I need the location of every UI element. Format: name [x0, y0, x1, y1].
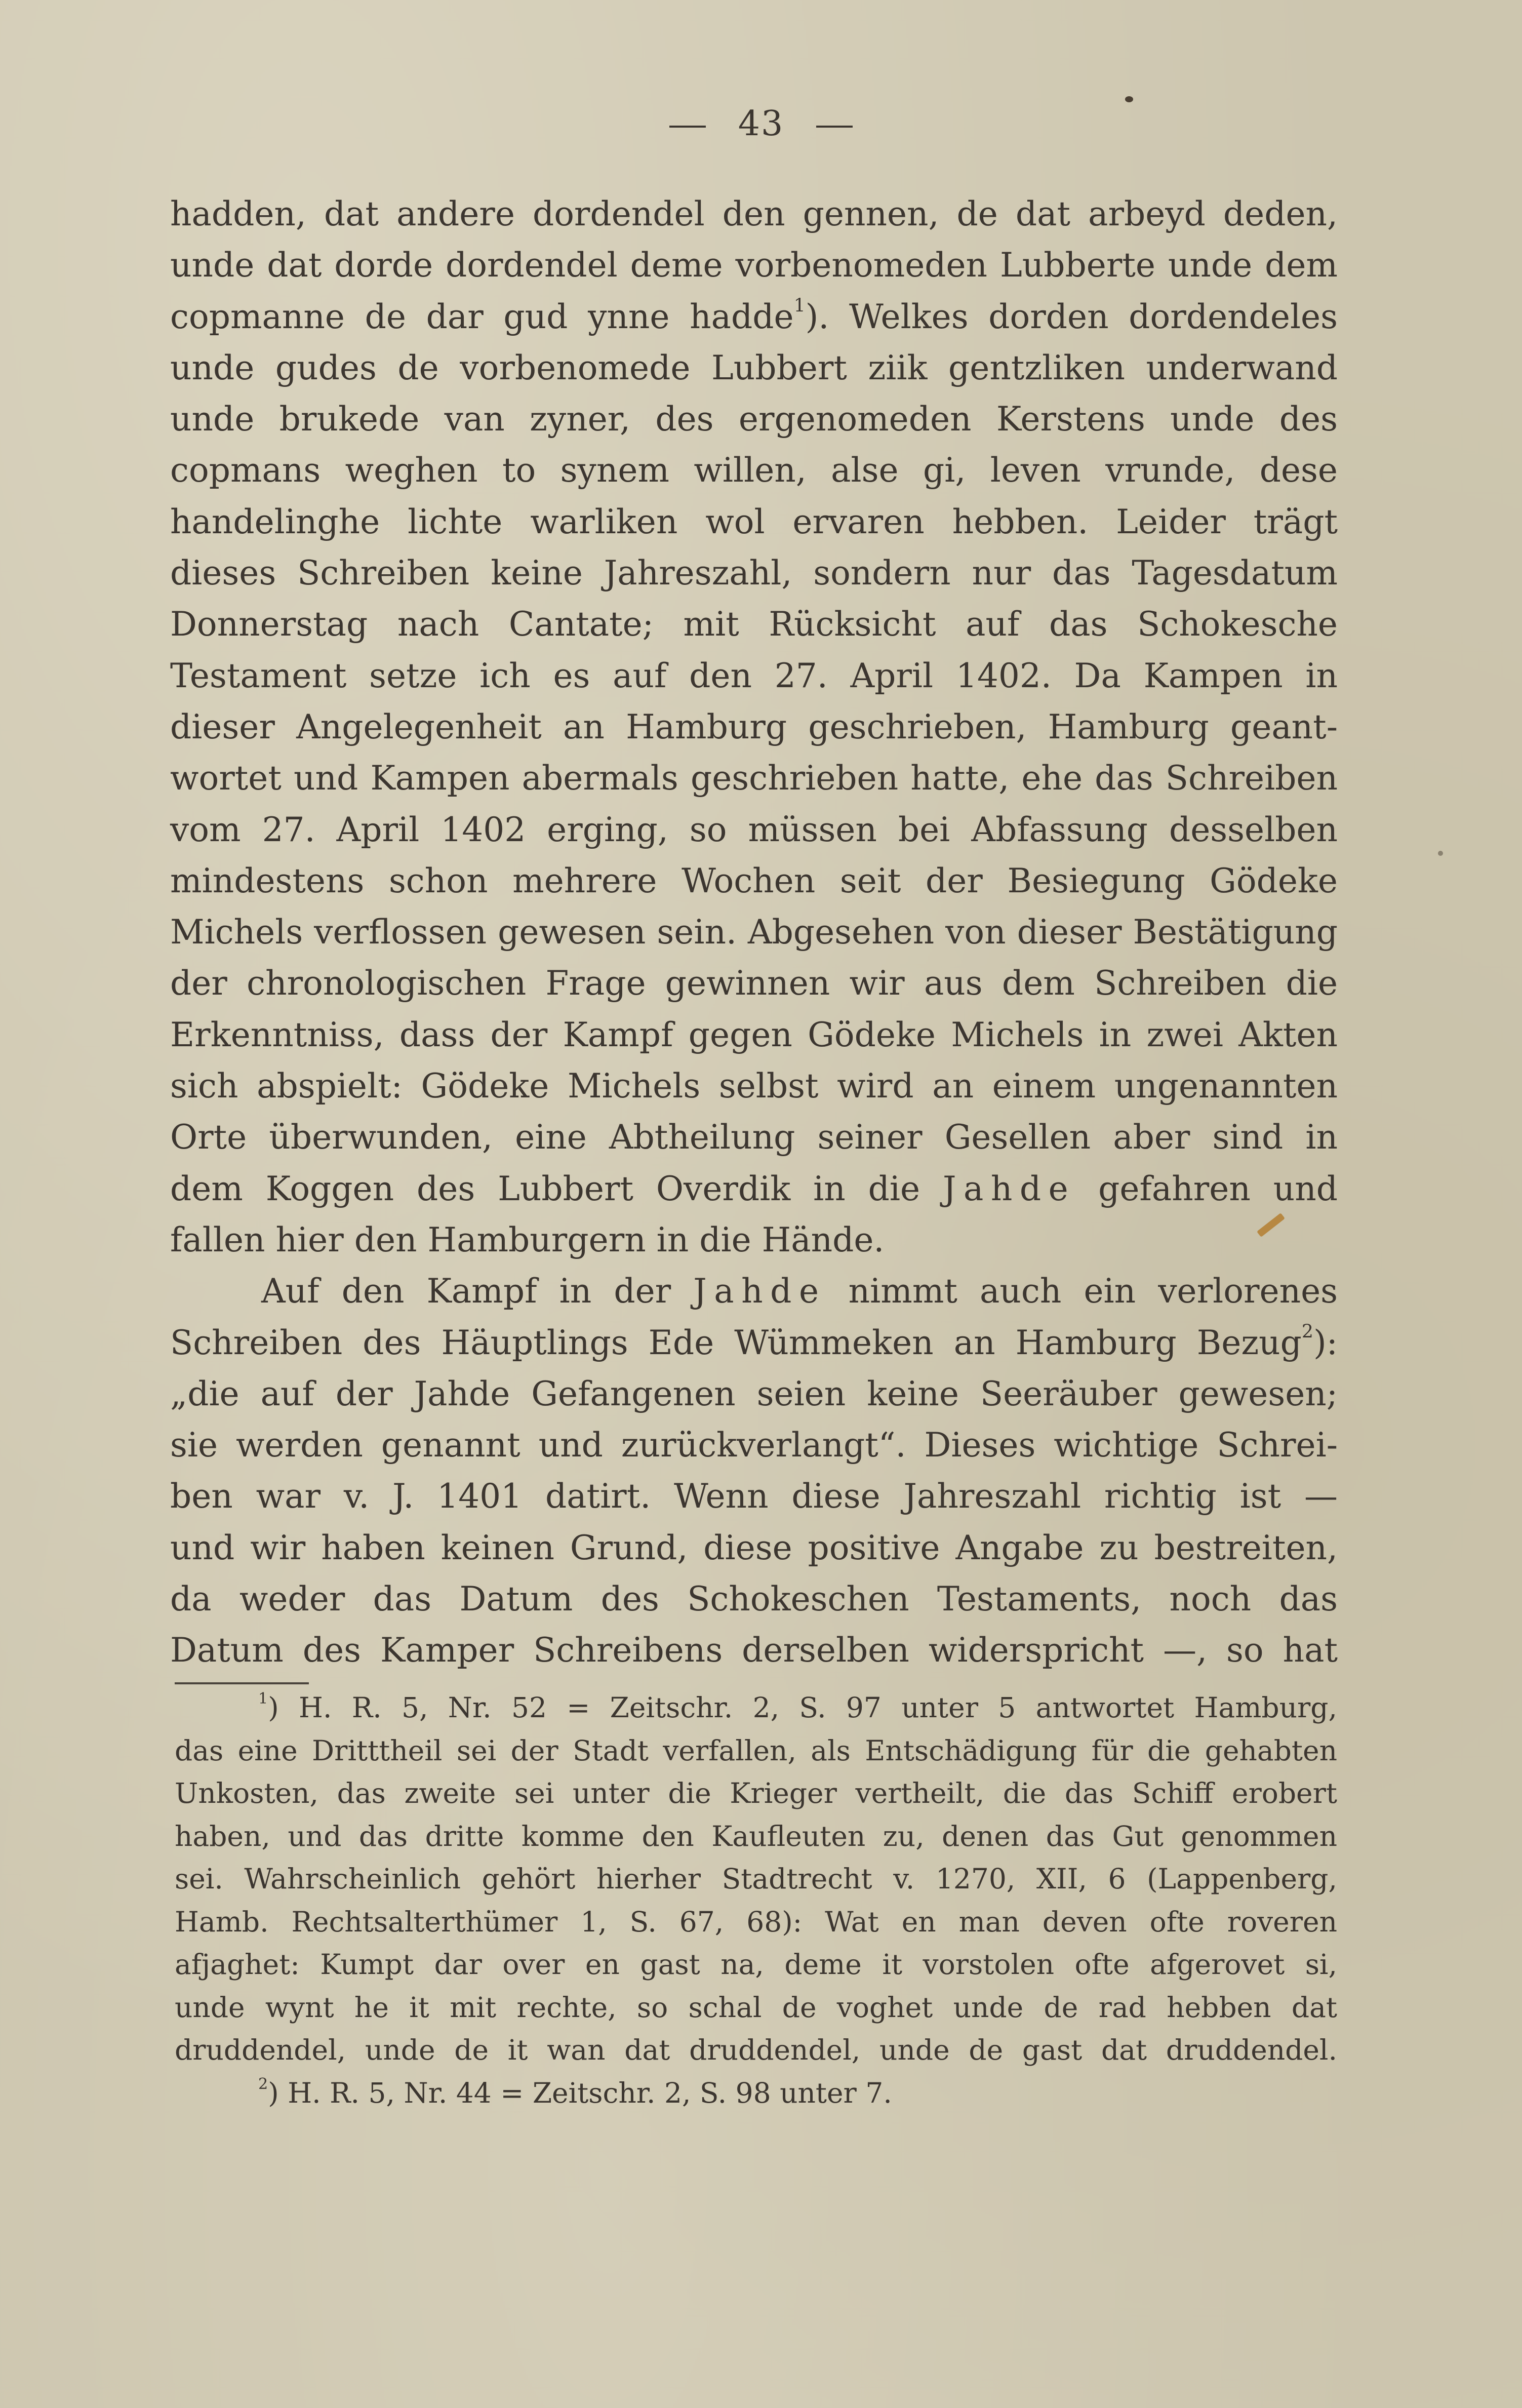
footnote-line: druddendel, unde de it wan dat druddendel, unde de gast dat druddendel.: [175, 2034, 1337, 2066]
text-line: sie werden genannt und zurückverlangt“. Dieses wichtige Schrei-: [170, 1426, 1338, 1465]
footnote-separator: [175, 1682, 309, 1684]
footnote-line: [175, 1686, 1337, 1729]
footnote-line: afjaghet: Kumpt dar over en gast na, deme it vorstolen ofte afgerovet si,: [175, 1948, 1337, 1981]
footnote-line: [175, 2072, 1337, 2115]
text-line: copmans weghen to synem willen, alse gi, leven vrunde, dese: [170, 451, 1338, 490]
text-fragment: Auf den Kampf in der: [261, 1272, 671, 1311]
page-number-value: 43: [738, 104, 784, 144]
text-line: unde gudes de vorbenomede Lubbert ziik gentzliken underwand: [170, 348, 1338, 387]
text-line: und wir haben keinen Grund, diese positive Angabe zu bestreiten,: [170, 1528, 1338, 1567]
footnote-marker: 1: [258, 1689, 268, 1708]
text-fragment: gefahren und: [1075, 1169, 1338, 1208]
text-fragment: ) H. R. 5, Nr. 52 = Zeitschr. 2, S. 97 unter 5 antwortet Hamburg,: [268, 1691, 1337, 1724]
text-fragment: ):: [1313, 1323, 1338, 1362]
text-fragment: ). Welkes dorden dordendeles: [805, 297, 1338, 336]
text-line: „die auf der Jahde Gefangenen seien keine Seeräuber gewesen;: [170, 1374, 1338, 1413]
text-line: dieser Angelegenheit an Hamburg geschrieben, Hamburg geant-: [170, 707, 1338, 746]
footnote-line: haben, und das dritte komme den Kaufleuten zu, denen das Gut genommen: [175, 1820, 1337, 1852]
footnotes: [175, 1686, 1337, 2114]
text-fragment: Schreiben des Häuptlings Ede Wümmeken an Hamburg Bezug: [170, 1323, 1302, 1362]
text-line: Orte überwunden, eine Abtheilung seiner Gesellen aber sind in: [170, 1118, 1338, 1157]
footnote-line: Hamb. Rechtsalterthümer 1, S. 67, 68): Wat en man deven ofte roveren: [175, 1905, 1337, 1938]
emphasized-word: Jahde: [693, 1272, 826, 1311]
footnote-line: Unkosten, das zweite sei unter die Krieger vertheilt, die das Schiff erobert: [175, 1777, 1337, 1809]
text-fragment: nimmt auch ein verlorenes: [826, 1272, 1338, 1311]
paper-speck: [1438, 851, 1443, 856]
text-line: Erkenntniss, dass der Kampf gegen Gödeke Michels in zwei Akten: [170, 1015, 1338, 1054]
text-fragment: dem Koggen des Lubbert Overdik in die: [170, 1169, 920, 1208]
text-line: [170, 291, 1338, 342]
text-line: Michels verflossen gewesen sein. Abgesehen von dieser Bestätigung: [170, 913, 1338, 952]
text-line: hadden, dat andere dordendel den gennen, de dat arbeyd deden,: [170, 194, 1338, 233]
text-line: unde brukede van zyner, des ergenomeden Kerstens unde des: [170, 400, 1338, 439]
text-line: da weder das Datum des Schokeschen Testaments, noch das: [170, 1580, 1338, 1619]
footnote-line: das eine Dritttheil sei der Stadt verfallen, als Entschädigung für die gehabten: [175, 1734, 1337, 1767]
emphasized-word: Jahde: [943, 1169, 1076, 1208]
text-line: [170, 1266, 1338, 1317]
text-line: Testament setze ich es auf den 27. April 1402. Da Kampen in: [170, 656, 1338, 695]
text-fragment: ) H. R. 5, Nr. 44 = Zeitschr. 2, S. 98 unter 7.: [268, 2076, 892, 2109]
text-line: dieses Schreiben keine Jahreszahl, sondern nur das Tagesdatum: [170, 554, 1338, 593]
text-line: fallen hier den Hamburgern in die Hände.: [170, 1220, 885, 1259]
page-number-dash-left: [669, 126, 706, 128]
text-fragment: copmanne de dar gud ynne hadde: [170, 297, 794, 336]
text-line: wortet und Kampen abermals geschrieben hatte, ehe das Schreiben: [170, 759, 1338, 798]
text-line: mindestens schon mehrere Wochen seit der Besiegung Gödeke: [170, 861, 1338, 900]
text-line: Datum des Kamper Schreibens derselben widerspricht —, so hat: [170, 1631, 1338, 1670]
footnote-ref[interactable]: 2: [1301, 1320, 1313, 1342]
text-line: der chronologischen Frage gewinnen wir aus dem Schreiben die: [170, 964, 1338, 1003]
text-line: Donnerstag nach Cantate; mit Rücksicht auf das Schokesche: [170, 605, 1338, 644]
page-number: [0, 104, 1522, 144]
footnote-line: unde wynt he it mit rechte, so schal de voghet unde de rad hebben dat: [175, 1991, 1337, 2024]
paper-speck: [1125, 96, 1133, 102]
text-line: [170, 1163, 1338, 1214]
text-line: [170, 1317, 1338, 1368]
text-line: vom 27. April 1402 erging, so müssen bei Abfassung desselben: [170, 810, 1338, 849]
text-line: handelinghe lichte warliken wol ervaren hebben. Leider trägt: [170, 502, 1338, 541]
page-number-dash-right: [816, 126, 853, 128]
main-text: [170, 188, 1338, 1676]
footnote-ref[interactable]: 1: [793, 294, 806, 316]
footnote-marker: 2: [258, 2075, 268, 2093]
text-line: ben war v. J. 1401 datirt. Wenn diese Jahreszahl richtig ist —: [170, 1477, 1338, 1516]
footnote-line: sei. Wahrscheinlich gehört hierher Stadtrecht v. 1270, XII, 6 (Lappenberg,: [175, 1863, 1337, 1895]
text-line: sich abspielt: Gödeke Michels selbst wird an einem ungenannten: [170, 1067, 1338, 1106]
text-line: unde dat dorde dordendel deme vorbenomeden Lubberte unde dem: [170, 246, 1338, 285]
